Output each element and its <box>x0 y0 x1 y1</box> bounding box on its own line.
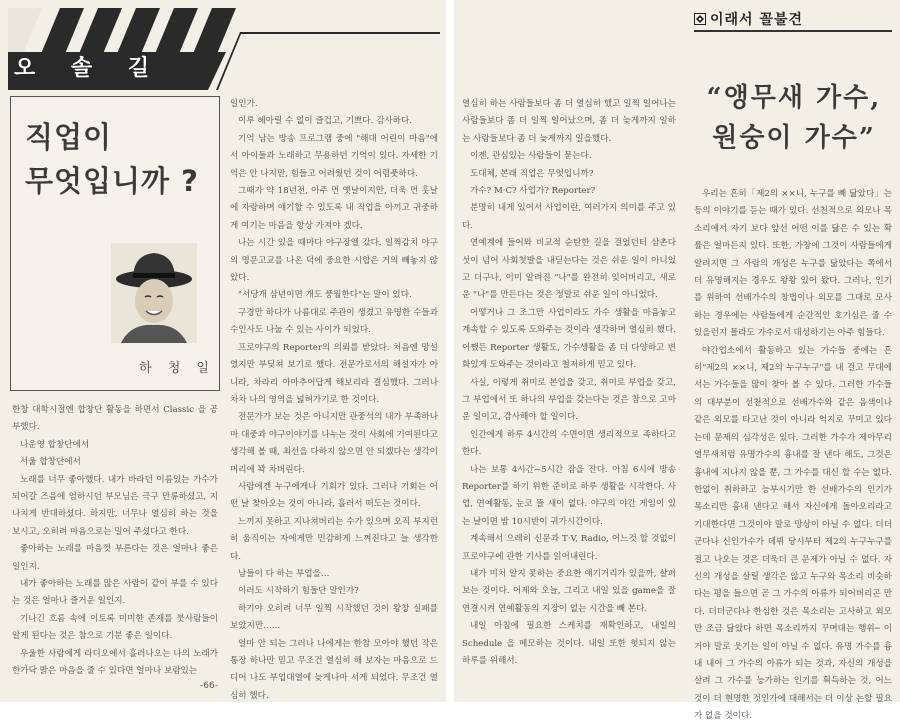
paragraph: 하기야 오히려 너무 일찍 시작했던 것이 왕창 실패를 보았지만…… <box>230 603 438 632</box>
paragraph: 기나긴 흐름 속에 이토록 미미한 존재를 붓사람들이 알게 된다는 것은 참으로 기분 좋은 일이다. <box>12 613 218 642</box>
paragraph: 내일 아침에 필요한 스케치를 재확인하고, 내일의 Schedule 을 메모하는 것이다. 내일 또한 헛되지 않는 하루를 위해서. <box>462 621 676 666</box>
paragraph: 나는 시간 있을 때마다 야구장엘 갔다. 일찍감치 야구의 명문고교를 나온 덕에 중요한 시합은 거의 빼놓지 않았다. <box>230 238 438 284</box>
paragraph: 분명히 내게 있어서 사업이란, 여러가지 의미를 주고 있다. <box>462 203 676 231</box>
section-label: 이래서 꼴불견 <box>710 12 804 28</box>
section-header <box>694 8 892 32</box>
paragraph: 우리는 흔히「제2의 ××니, 누구를 빼 닮았다」는 등의 이야기를 듣는 때가 있다. 선천적으로 외모나 목소리에서 자기 보다 앞선 어떤 이를 닮은 수 있는 확률은 얼마든지 있다. 또한, 가창에 그것이 사람들에게 알려지면 그 사람의 개성은 누구를 닮았다는 쪽에서 더 유명해지는 경우도 왕왕 있어 왔다. 그러나, 인기를 위하여 선배가수의 창법이나 외모를 그대로 모사하는 경우에는 사람들에게 순간적인 호기심은 줄 수 있을런지 몰라도 가수로서 대성하기는 아주 힘들다. <box>694 189 892 339</box>
paragraph: 가수? M·C? 사업가? Reporter? <box>470 186 596 197</box>
section-diamond-icon <box>694 13 706 25</box>
paragraph: 느끼지 못하고 지나쳐버리는 수가 있으며 오직 부지런히 움직이는 자에게만 민감하게 느껴진다고 늘 생각한다. <box>230 516 438 562</box>
paragraph: 열심히 하는 사람들보다 좀 더 열심히 했고 일찍 일어나는 사람들보다 좀 더 일찍 일어났으며, 좀 더 늦게까지 일하는 사람들보다 좀 더 늦게까지 일을했다. <box>462 99 676 144</box>
paragraph: 서울 합창단에서 <box>20 457 81 468</box>
paragraph: 계속해서 으레히 신문과 T·V, Radio, 어느것 할 것없이 프로야구에 관한 기사를 읽어내린다. <box>462 534 676 562</box>
column-title: 오 솔 길 <box>14 56 164 81</box>
quote-title <box>692 78 896 158</box>
paragraph: 내가 미처 알지 못하는 중요한 얘기거리가 있을까, 살펴보는 것이다. 어제와 오늘, 그리고 내일 있을 game을 잘 연결시켜 연예활동의 지장이 없는 시간을 빼 본다. <box>462 568 676 614</box>
text-column-4 <box>694 186 892 726</box>
paragraph: 사실, 이렇게 취미로 본업을 갖고, 취미로 부업을 갖고, 그 부업에서 또 하나의 부업을 갖는다는 것은 참으로 고마운 일이고, 감사해야 할 일이다. <box>462 377 676 423</box>
paragraph: 도대체, 본래 직업은 무엇입니까? <box>470 168 594 179</box>
paragraph: 이젠, 관심있는 사람들이 묻는다. <box>470 151 592 162</box>
author-name: 하 청 일 <box>139 361 215 376</box>
paragraph: 전문가가 보는 것은 아니지만 관중석의 내가 부족하나마 대중과 야구이야기를 나누는 것이 사회에 기여된다고 생각해 볼 때, 최선을 다하지 않으면 안 되겠다는 생각이 머리에 꽉 차버린다. <box>230 412 438 475</box>
author-portrait <box>111 243 197 343</box>
article-title-line-1: 직업이 <box>25 120 113 154</box>
paragraph: 우울한 사람에게 라디오에서 흘러나오는 나의 노래가 한가닥 밝은 마음을 줄 수 있다면 얼마나 보람있는 <box>12 648 218 677</box>
left-page <box>0 0 446 702</box>
paragraph: 연예계에 들어와 비교적 순탄한 길을 걸었던터 삼촌다섯이 넘어 사회첫발을 내딛는다는 것은 쉬운 일이 아니었고 더구나, 이미 알려진 "나"를 완전히 잊어버리고, 새로운 "나"를 만든다는 것은 정말로 쉬운 일이 아니었다. <box>462 238 676 301</box>
paragraph: 남들이 다 하는 부업을… <box>238 568 330 579</box>
text-column-2 <box>230 96 438 705</box>
paragraph: 구경만 하다가 나름대로 주관이 생겼고 유명한 수들과 수인사도 나눌 수 있는 사이가 되었다. <box>230 307 438 336</box>
right-page <box>454 0 900 722</box>
paragraph: 프로야구의 Reporter의 의뢰를 받았다. 처음엔 망설였지만 부딪쳐 보기로 했다. 전문가로서의 해설자가 아니라, 차라리 아마추어답게 해보리라 결심했다. 그러나 차차 나의 영역을 넓혀가기로 한 것이다. <box>230 342 438 405</box>
quote-title-line-2: 원숭이 가수” <box>712 123 876 153</box>
paragraph: 이러도 시작하기 힘들단 말인가? <box>238 586 359 597</box>
paragraph: 노래를 너무 좋아했다. 내가 바라던 이름있는 가수가 되어갈 즈음에 엄하시던 부모님은 극구 만류하셨고, 지나치게 반대하셨다. 하지만, 너무나 열심히 하는 것을 보시고, 오히려 마음으로는 밀어 주셨다고 한다. <box>12 474 218 537</box>
paragraph: 기억 남는 방송 프로그램 중에 "해대 어린이 마음"에서 아이들과 노래하고 무용하던 기억이 있다. 자세한 기억은 안 나지만, 힘들고 어려웠던 것이 어렴풋하다. <box>230 133 438 179</box>
paragraph: 나운영 합창단에서 <box>20 439 90 450</box>
paragraph: 나는 보통 4시간~5시간 잠을 잔다. 아침 6시에 방송 Reporter를 하기 위한 준비로 하루 생활을 시작한다. 사업, 연예활동, 눈코 뜰 새이 없다. 야구의 야간 게임이 있는 날이면 밤 10시반이 귀가시간이다. <box>462 464 676 527</box>
article-title-line-2: 무엇입니까 ? <box>25 164 199 198</box>
paragraph: 그때가 약 18년전, 아주 먼 옛날이지만, 더욱 먼 훗날에 자랑하며 얘기할 수 있도록 내 직업을 아끼고 귀중하게 여기는 마음을 항상 가져야 겠다. <box>230 186 438 231</box>
article-title <box>25 115 199 203</box>
paragraph: 어떻거나 그 조그만 사업이라도 가수 생활을 마음놓고 계속할 수 있도록 도와주는 것이라 생각하며 열심히 했다. 어쨌든 Reporter 생활도, 가수생활을 좀 더 다양하고 변화있게 도와주는 것이라고 철저하게 믿고 있다. <box>462 307 676 371</box>
paragraph: 얼마 안 되는 그러나 나에게는 한참 모아야 했던 작은 통장 하나만 믿고 무조건 열심히 해 보자는 마음으로 드디어 나도 부업대열에 늦게나마 서게 되었다. 무조건 열심히 했다. <box>230 638 438 701</box>
quote-title-line-1: “앵무새 가수, <box>706 83 882 113</box>
paragraph: 내가 좋아하는 노래를 많은 사람이 같이 부를 수 있다는 것은 얼마나 즐거운 일인지. <box>12 579 218 607</box>
paragraph: 야간업소에서 활동하고 있는 가수들 중에는 흔히"제2의 ××니, 제2의 누구누구"를 내 걸고 무대에 서는 가수들을 많이 찾아 볼 수 있다. 그러한 가수들의 대부분이 선천적으로 선배가수와 같은 음색이나 같은 외모를 타고난 것이 아니라 억지로 꾸미고 있다는데 문제의 심각성은 있다. 그러한 가수가 제아무리 열무새처럼 유명가수의 흉내를 잘 낸다 해도, 그것은 흉내에 지나지 않을 뿐, 그 가수를 대신 할 수는 없다. 한없이 취하하고 능부시기만 한 선배가수의 인기가 목소리만 흉내 낸다고 해서 자신에게 돌아오리라고 기대한다면 그것이야 말로 망상이 아닐 수 없다. 더더군다나 신인가수가 데뷔 당시부터 제2의 누구누구를 걸고 나오는 것은 더욱더 큰 문제가 아닐 수 없다. 자신의 개성을 살릴 생각은 않고 누구와 목소리 비슷하다는 평을 들으면 곧 그 가수의 아류가 되어버리곤 만다. 더더군다나 한심한 것은 목소리는 고사하고 외모만 조금 닮았다 하면 목소리까지 꾸며대는 행위─ 이거야 말로 웃기는 일이 아닐 수 없다. 유명 가수를 흉내 내어 그 가수의 아류가 되는 것과, 자신의 개성을 살려 그 가수를 능가하는 인기를 획득하는 것, 어느 것이 더 현명한 것인가에 대해서는 더 이상 논할 필요가 없을 것이다. <box>694 345 892 722</box>
title-box <box>10 96 220 391</box>
paragraph: 인간에게 하루 4시간의 수면이면 생리적으로 족하다고 한다. <box>462 429 676 458</box>
text-column-3 <box>462 96 676 670</box>
paragraph: 일인가. <box>230 99 258 109</box>
text-column-1 <box>12 402 218 681</box>
paragraph: "서당개 삼년이면 개도 풍월한다"는 말이 있다. <box>238 290 412 301</box>
paragraph: 좋아하는 노래를 마음껏 부른다는 것은 얼마나 좋은 일인지. <box>12 544 218 572</box>
paragraph: 이루 헤아릴 수 없이 즐겁고, 기쁘다. 감사하다. <box>238 116 413 127</box>
page-gutter <box>446 0 454 702</box>
page-number: -66- <box>200 681 218 691</box>
paragraph: 한창 대학시절엔 합창단 활동을 하면서 Classic 을 공부했다. <box>12 405 218 433</box>
paragraph: 사람에겐 누구에게나 기회가 있다. 그러나 기회는 어떤 날 찾아오는 것이 아니라, 흘러서 떠도는 것이다. <box>230 481 438 510</box>
